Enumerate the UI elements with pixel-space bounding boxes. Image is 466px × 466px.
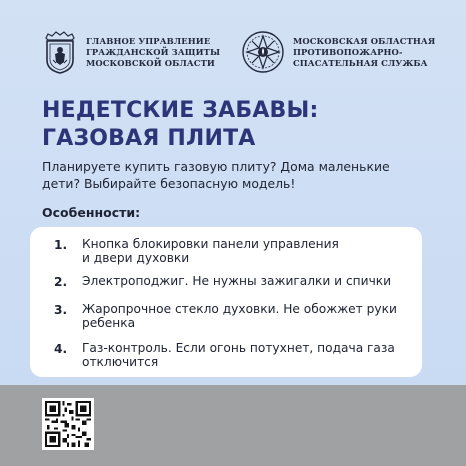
org1-line: ГРАЖДАНСКОЙ ЗАЩИТЫ: [86, 46, 221, 57]
org2-line: ПРОТИВОПОЖАРНО-: [293, 46, 403, 57]
intro-text: [42, 159, 442, 192]
list-item-line: Жаропрочное стекло духовки. Не обожжет руки: [82, 302, 397, 316]
intro-line: Планируете купить газовую плиту? Дома маленькие: [42, 159, 390, 174]
org1-name: [86, 36, 220, 69]
intro-line: дети? Выбирайте безопасную модель!: [42, 175, 296, 191]
list-item-text: [82, 303, 412, 330]
qr-code-icon: [45, 401, 91, 447]
list-item-text: [82, 342, 412, 369]
org1-line: ГЛАВНОЕ УПРАВЛЕНИЕ: [86, 35, 211, 46]
org2-line: СПАСАТЕЛЬНАЯ СЛУЖБА: [293, 57, 428, 68]
org-logo-civil-defense: [42, 30, 220, 74]
list-item-text: [82, 238, 412, 265]
list-item-line: Электроподжиг. Не нужны зажигалки и спички: [82, 274, 392, 288]
features-heading: Особенности:: [42, 205, 141, 220]
list-item-number: 1.: [54, 238, 68, 252]
list-item-line: и двери духовки: [82, 250, 190, 265]
list-item-line: ребенка: [82, 315, 136, 330]
org2-name: [293, 36, 435, 69]
list-item-line: Кнопка блокировки панели управления: [82, 237, 339, 251]
list-item-text: [82, 275, 412, 289]
list-item-number: 4.: [54, 342, 68, 356]
fire-rescue-emblem-icon: [241, 30, 285, 74]
title-line: НЕДЕТСКИЕ ЗАБАВЫ:: [42, 98, 319, 123]
features-card: [30, 227, 422, 377]
page-title: [42, 97, 319, 153]
qr-code[interactable]: [42, 398, 94, 450]
list-item-line: Газ-контроль. Если огонь потухнет, подача газа: [82, 341, 395, 355]
org1-line: МОСКОВСКОЙ ОБЛАСТИ: [86, 57, 215, 68]
org2-line: МОСКОВСКАЯ ОБЛАСТНАЯ: [293, 35, 436, 46]
list-item-number: 3.: [54, 303, 68, 317]
list-item-number: 2.: [54, 275, 68, 289]
list-item-line: отключится: [82, 354, 159, 369]
title-line: ГАЗОВАЯ ПЛИТА: [42, 126, 256, 151]
org-logo-fire-rescue: [241, 30, 435, 74]
moscow-oblast-coat-of-arms-icon: [42, 30, 78, 74]
